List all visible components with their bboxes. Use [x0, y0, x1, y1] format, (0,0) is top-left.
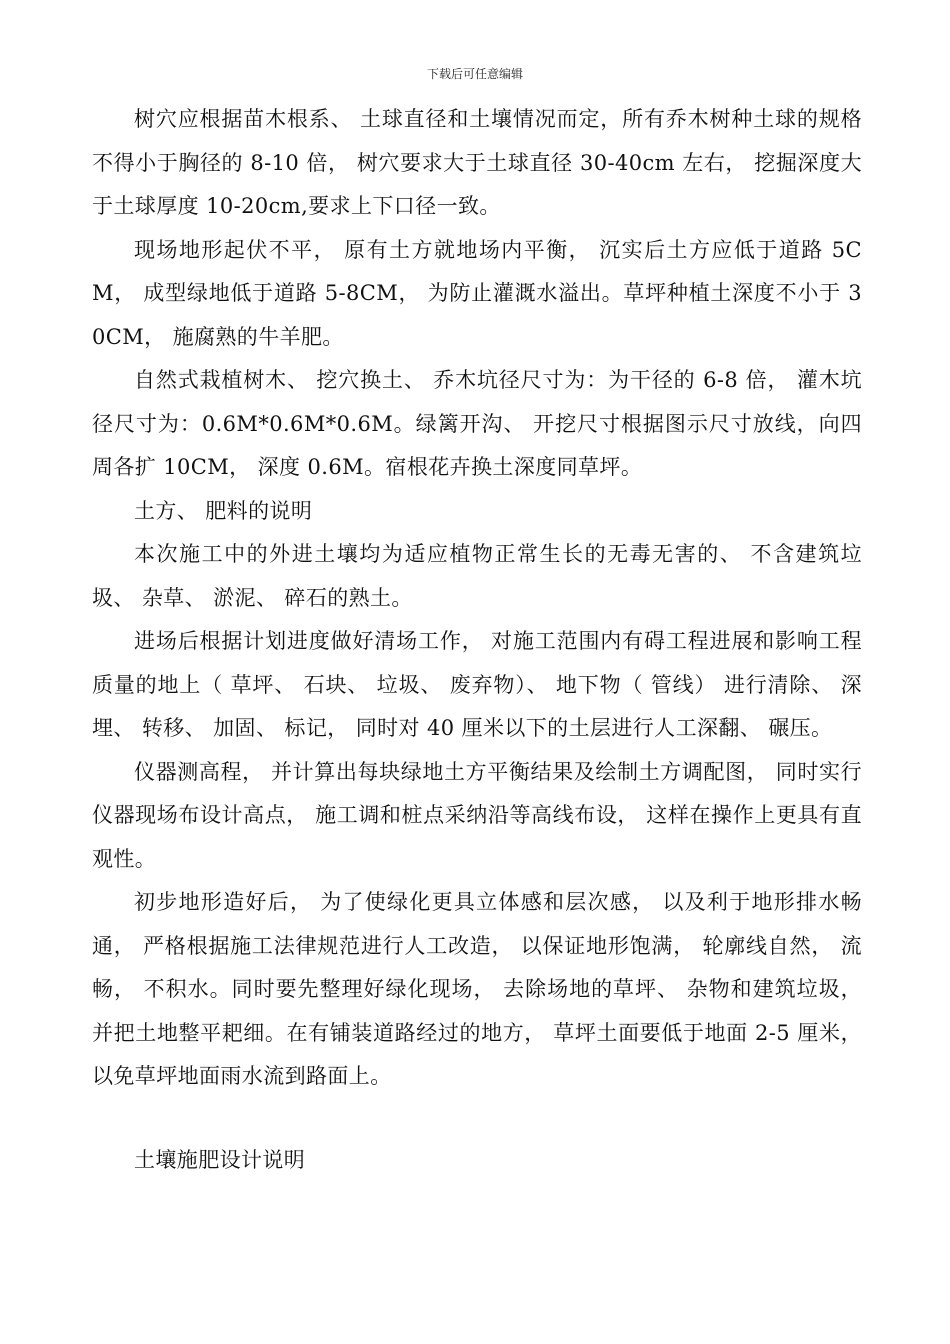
paragraph-imported-soil: 本次施工中的外进土壤均为适应植物正常生长的无毒无害的、 不含建筑垃圾、 杂草、 淤泥、 碎石的熟土。: [92, 542, 862, 610]
paragraph-surveying: 仪器测高程， 并计算出每块绿地土方平衡结果及绘制土方调配图， 同时实行仪器现场布设计高点， 施工调和桩点采纳沿等高线布设， 这样在操作上更具有直观性。: [92, 759, 862, 871]
page-header: 下载后可任意编辑: [426, 67, 523, 81]
paragraph-tree-pit: 树穴应根据苗木根系、 土球直径和土壤情况而定，所有乔木树种土球的规格不得小于胸径的 8-10 倍， 树穴要求大于土球直径 30-40cm 左右， 挖掘深度大于土球厚度 10-20cm,要求上下口径一致。: [92, 107, 862, 218]
paragraph-terrain-shaping: 初步地形造好后， 为了使绿化更具立体感和层次感， 以及利于地形排水畅通， 严格根据施工法律规范进行人工改造， 以保证地形饱满， 轮廓线自然， 流畅， 不积水。同时要先整理好绿化现场， 去除场地的草坪、 杂物和建筑垃圾， 并把土地整平耙细。在有铺装道路经过的地方， 草坪土面要低于地面 2-5 厘米， 以免草坪地面雨水流到路面上。: [92, 890, 862, 1088]
heading-earthwork-fertilizer: 土方、 肥料的说明: [134, 498, 313, 523]
paragraph-site-clearing: 进场后根据计划进度做好清场工作， 对施工范围内有碍工程进展和影响工程质量的地上（ 草坪、 石块、 垃圾、 废弃物）、 地下物（ 管线） 进行清除、 深埋、 转移、 加固、 标记， 同时对 40 厘米以下的土层进行人工深翻、 碾压。: [92, 629, 862, 740]
paragraph-planting: 自然式栽植树木、 挖穴换土、 乔木坑径尺寸为：为干径的 6-8 倍， 灌木坑径尺寸为：0.6M*0.6M*0.6M。绿篱开沟、 开挖尺寸根据图示尺寸放线，向四周各扩 10CM， 深度 0.6M。宿根花卉换土深度同草坪。: [92, 368, 862, 479]
paragraph-terrain: 现场地形起伏不平， 原有土方就地场内平衡， 沉实后土方应低于道路 5CM， 成型绿地低于道路 5-8CM， 为防止灌溉水溢出。草坪种植土深度不小于 30CM， 施腐熟的牛羊肥。: [92, 237, 862, 349]
document-body: [92, 98, 862, 1182]
heading-soil-fertilization: 土壤施肥设计说明: [134, 1147, 306, 1172]
